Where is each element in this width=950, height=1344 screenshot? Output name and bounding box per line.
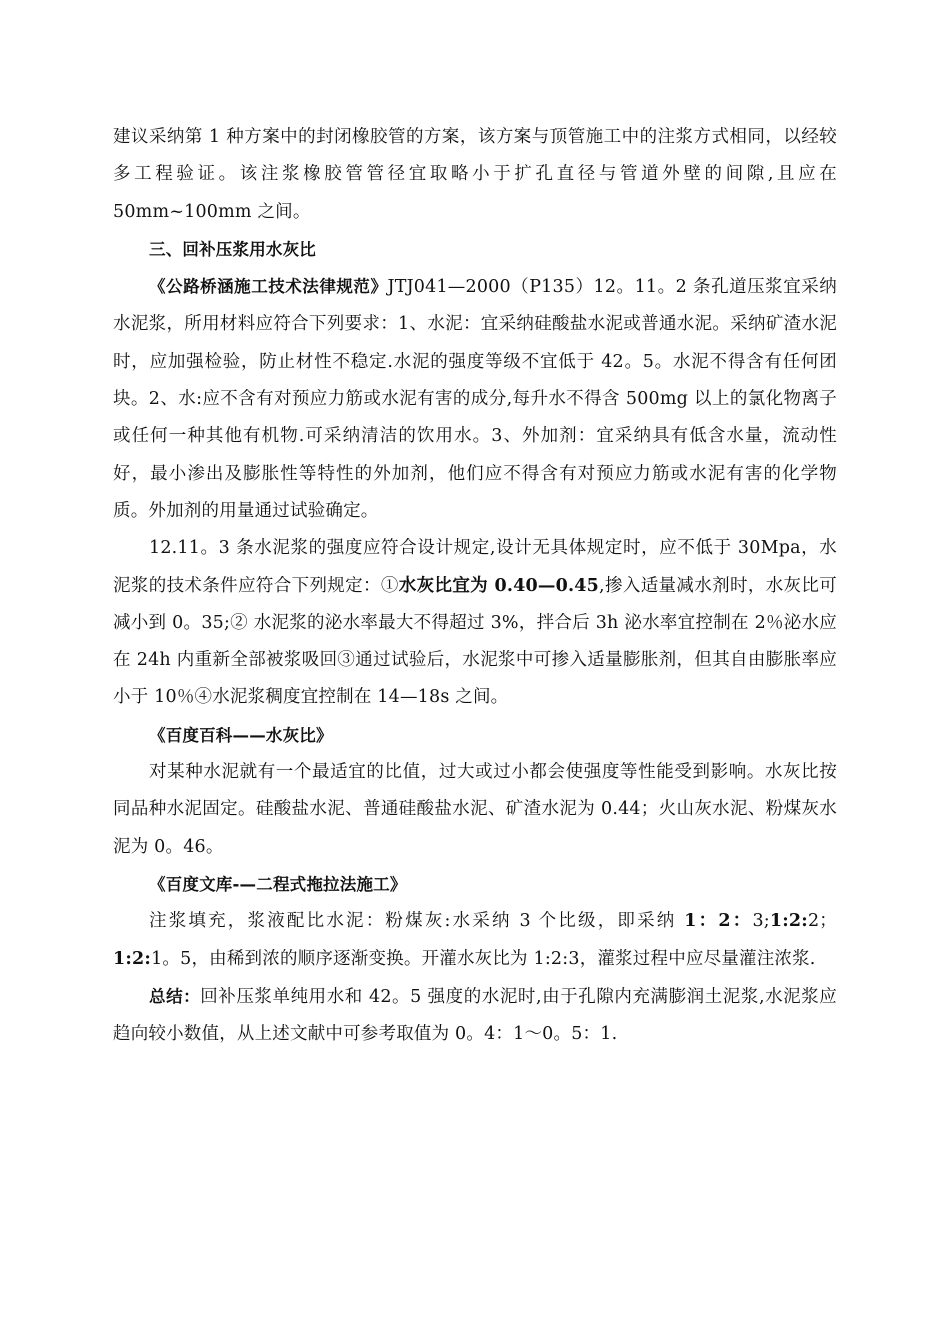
ratio-one-bold: 1：2： bbox=[684, 911, 753, 932]
water-cement-ratio-highlight: 水灰比宜为 0.40—0.45 bbox=[398, 575, 600, 596]
reference-title-baike: 《百度百科——水灰比》 bbox=[149, 725, 333, 745]
summary-text: 回补压浆单纯用水和 42。5 强度的水泥时,由于孔隙内充满膨润土泥浆,水泥浆应趋向较小数值，从上述文献中可参考取值为 0。4：1～0。5：1. bbox=[113, 986, 837, 1045]
ratio-three-bold: 1:2: bbox=[113, 948, 152, 969]
reference-title-wenku: 《百度文库-—二程式拖拉法施工》 bbox=[149, 874, 407, 894]
highway-spec-text: JTJ041—2000（P135）12。11。2 条孔道压浆宜采纳水泥浆，所用材料应符合下列要求：1、水泥：宜采纳硅酸盐水泥或普通水泥。采纳矿渣水泥时，应加强检验，防止材性不稳定.水泥的强度等级不宜低于 42。5。水泥不得含有任何团块。2、水:应不含有对预应力筋或水泥有害的成分,每升水不得含 500mg 以上的氯化物离子或任何一种其他有机物.可采纳清洁的饮用水。3、外加剂：宜采纳具有低含水量，流动性好，最小渗出及膨胀性等特性的外加剂，他们应不得含有对预应力筋或水泥有害的化学物质。外加剂的用量通过试验确定。 bbox=[113, 277, 837, 521]
ratio-two-rest: 2； bbox=[807, 911, 838, 932]
summary-label: 总结： bbox=[149, 986, 201, 1006]
paragraph-slurry-strength bbox=[113, 530, 837, 716]
slurry-strength-text-a: 12.11。3 条水泥浆的强度应符合设计规定,设计无具体规定时，应不低于 30Mpa，水泥浆的技术条件应符合下列规定：① bbox=[113, 538, 837, 596]
section-heading: 三、回补压浆用水灰比 bbox=[149, 239, 316, 259]
paragraph-mix-ratio bbox=[113, 903, 837, 978]
reference-title-highway-spec: 《公路桥涵施工技术法律规范》 bbox=[149, 277, 388, 297]
slurry-strength-text-b: ,掺入适量减水剂时，水灰比可减小到 0。35;② 水泥浆的泌水率最大不得超过 3%，拌合后 3h 泌水率宜控制在 2％泌水应在 24h 内重新全部被浆吸回③通过试验后，水泥浆中可掺入适量膨胀剂，但其自由膨胀率应小于 10％④水泥浆稠度宜控制在 14—18s 之间。 bbox=[113, 575, 837, 708]
ratio-one-rest: 3; bbox=[752, 911, 770, 932]
document-body bbox=[113, 119, 837, 1053]
mix-ratio-text-a: 注浆填充，浆液配比水泥：粉煤灰:水采纳 3 个比级，即采纳 bbox=[149, 911, 685, 932]
paragraph-summary bbox=[113, 978, 837, 1054]
ratio-three-rest: 1。5，由稀到浓的顺序逐渐变换。开灌水灰比为 1:2:3，灌浆过程中应尽量灌注浓浆. bbox=[151, 948, 816, 969]
paragraph-highway-spec bbox=[113, 268, 837, 530]
paragraph-baike: 对某种水泥就有一个最适宜的比值，过大或过小都会使强度等性能受到影响。水灰比按同品种水泥固定。硅酸盐水泥、普通硅酸盐水泥、矿渣水泥为 0.44；火山灰水泥、粉煤灰水泥为 0。46。 bbox=[113, 762, 837, 857]
paragraph-grouting-pipe: 建议采纳第 1 种方案中的封闭橡胶管的方案，该方案与顶管施工中的注浆方式相同，以经较多工程验证。该注浆橡胶管管径宜取略小于扩孔直径与管道外壁的间隙,且应在 50mm~100mm 之间。 bbox=[113, 127, 837, 222]
ratio-two-bold: 1:2: bbox=[769, 911, 808, 932]
